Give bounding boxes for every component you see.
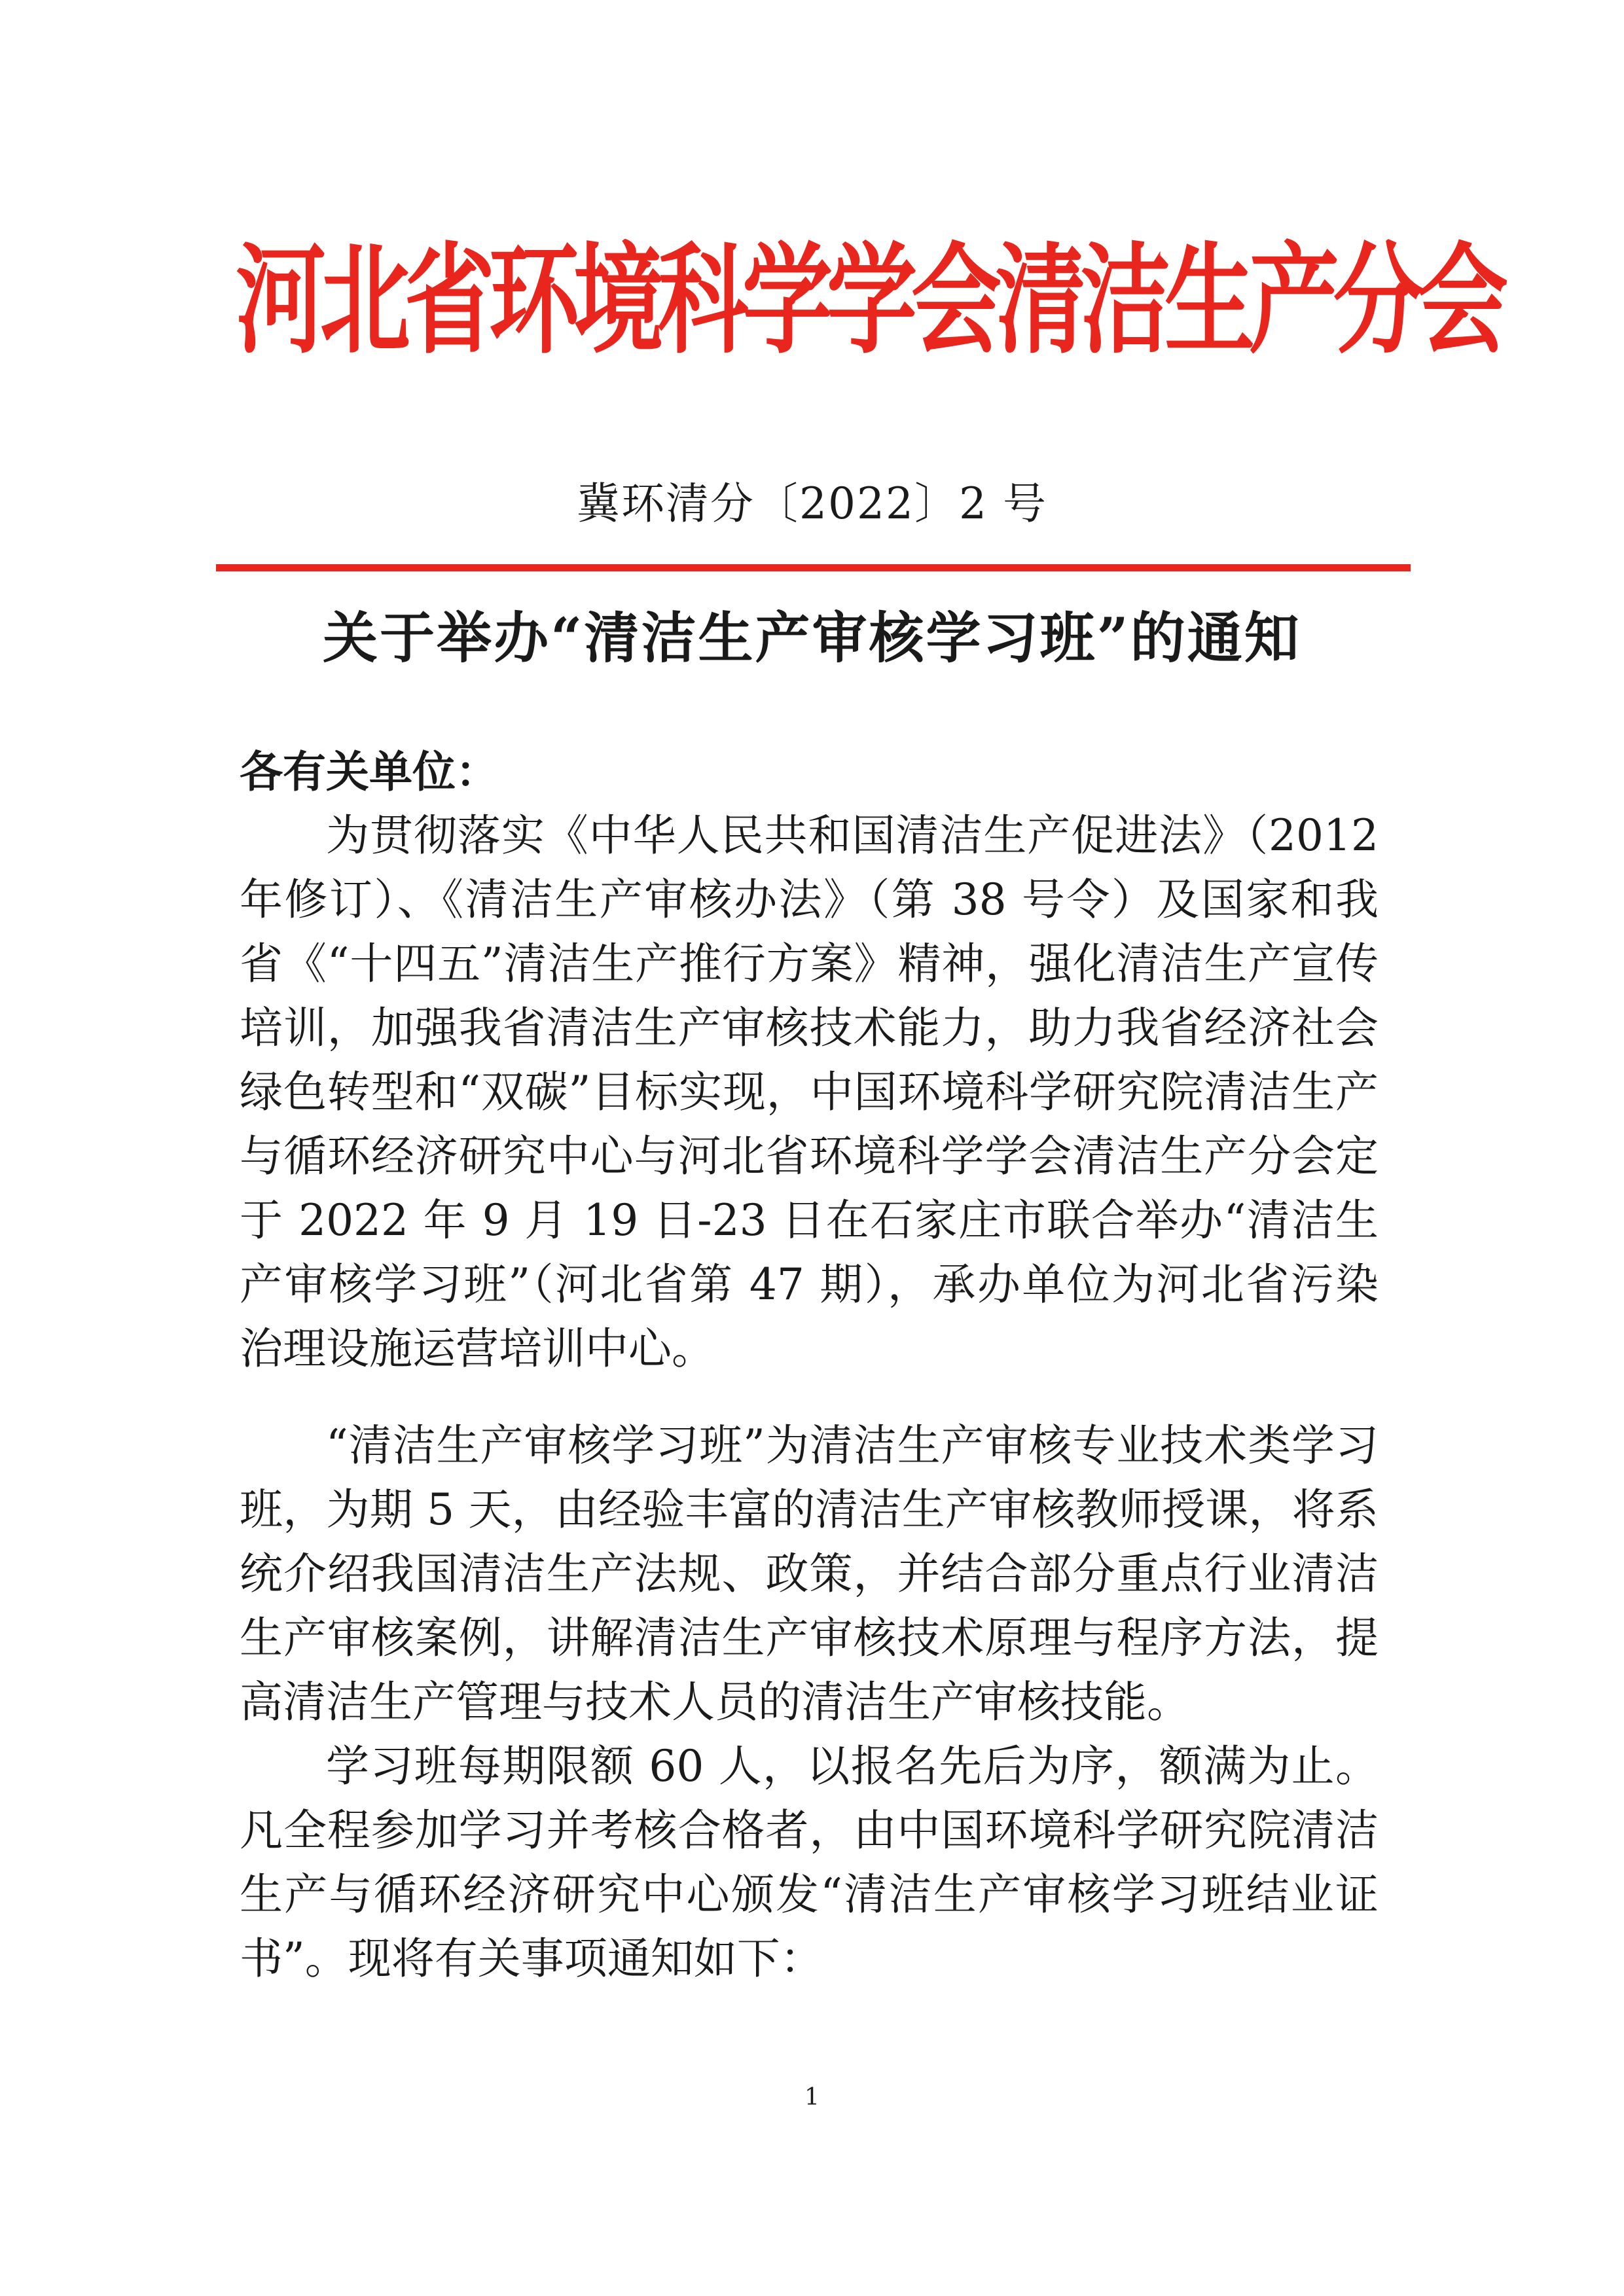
organization-letterhead: 河北省环境科学学会清洁生产分会 [236, 231, 1503, 370]
document-number: 冀环清分〔2022〕2 号 [577, 478, 1047, 529]
letterhead-divider-rule [216, 564, 1411, 571]
notice-title: 关于举办“清洁生产审核学习班”的通知 [323, 605, 1301, 670]
body-paragraph: “清洁生产审核学习班”为清洁生产审核专业技术类学习班，为期 5 天，由经验丰富的清洁生产审核教师授课，将系统介绍我国清洁生产法规、政策，并结合部分重点行业清洁生产审核案例，讲解清洁生产审核技术原理与程序方法，提高清洁生产管理与技术人员的清洁生产审核技能。 [240, 1420, 1379, 1727]
body-paragraph: 为贯彻落实《中华人民共和国清洁生产促进法》（2012年修订）、《清洁生产审核办法》（第 38 号令）及国家和我省《“十四五”清洁生产推行方案》精神，强化清洁生产宣传培训，加强我省清洁生产审核技术能力，助力我省经济社会绿色转型和“双碳”目标实现，中国环境科学研究院清洁生产与循环经济研究中心与河北省环境科学学会清洁生产分会定于 2022 年 9 月 19 日-23 日在石家庄市联合举办“清洁生产审核学习班”（河北省第 47 期），承办单位为河北省污染治理设施运营培训中心。 [240, 810, 1379, 1374]
page-number: 1 [804, 2084, 820, 2111]
salutation: 各有关单位： [240, 746, 499, 797]
body-paragraph: 学习班每期限额 60 人，以报名先后为序，额满为止。凡全程参加学习并考核合格者，由中国环境科学研究院清洁生产与循环经济研究中心颁发“清洁生产审核学习班结业证书”。现将有关事项通知如下： [240, 1741, 1379, 1984]
